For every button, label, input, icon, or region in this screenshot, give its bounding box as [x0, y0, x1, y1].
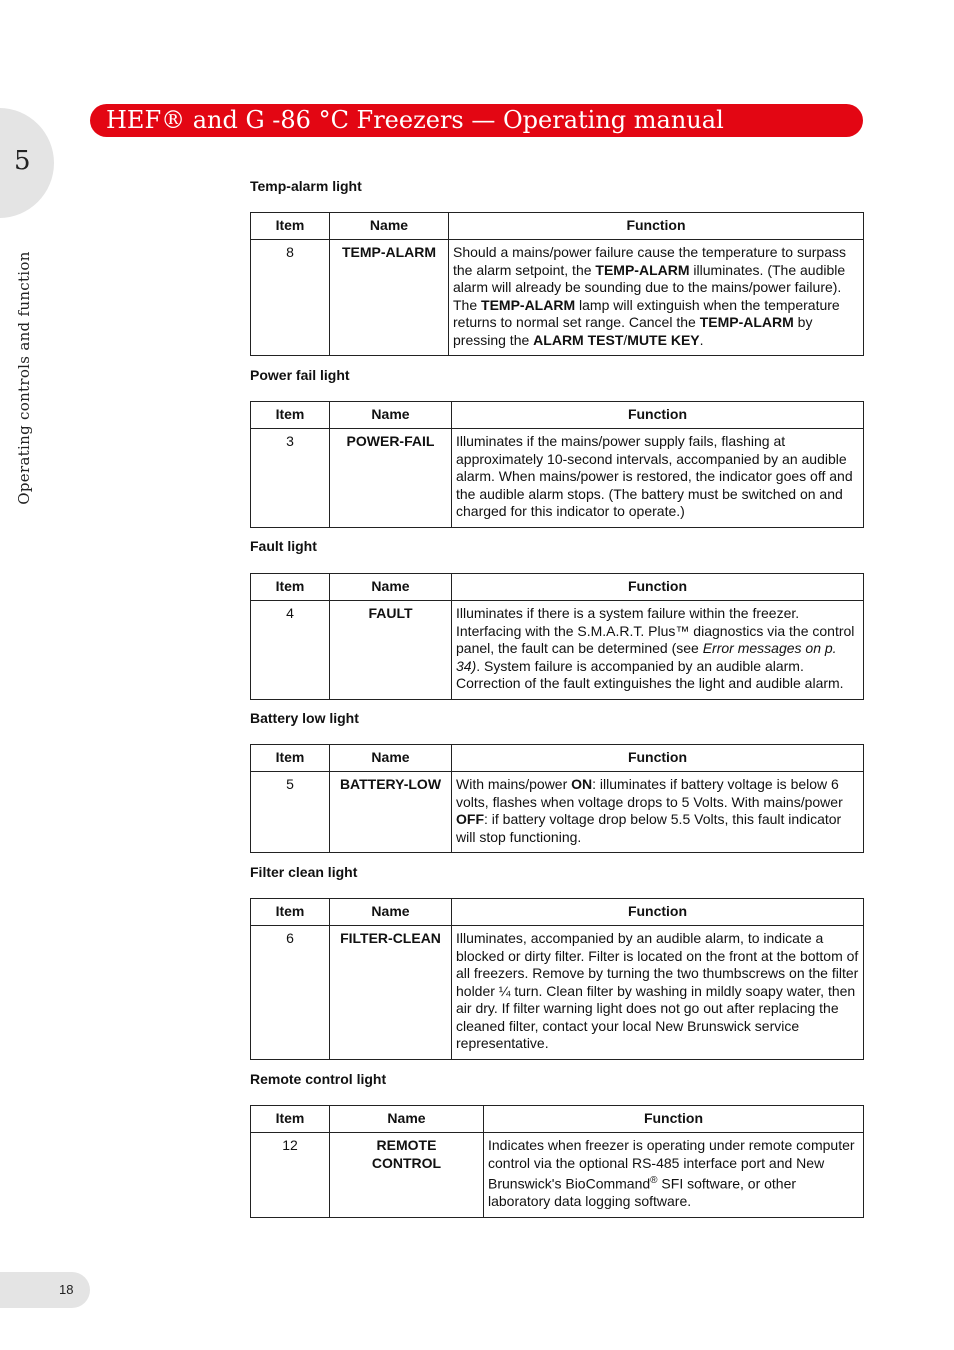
item-number: 8 [251, 240, 330, 356]
function-description: With mains/power ON: illuminates if battery voltage is below 6 volts, flashes when voltage drops to 5 Volts. With mains/power OFF: if battery voltage drop below 5.5 Volts, this fault indicator will stop functioning. [452, 772, 864, 853]
header-item: Item [251, 402, 330, 429]
table-header-row [251, 574, 864, 601]
table-row [251, 429, 864, 528]
item-number: 12 [251, 1133, 330, 1218]
document-title: HEF® and G -86 °C Freezers — Operating manual [106, 106, 724, 134]
registered-mark: ® [650, 1175, 658, 1186]
table-header-row [251, 213, 864, 240]
header-function: Function [452, 745, 864, 772]
indicator-name: POWER-FAIL [330, 429, 452, 528]
indicator-name: FAULT [330, 601, 452, 700]
indicator-name: BATTERY-LOW [330, 772, 452, 853]
section-heading-filter-clean: Filter clean light [250, 864, 358, 880]
function-description: Illuminates if the mains/power supply fails, flashing at approximately 10-second intervals, accompanied by an audible alarm. When mains/power is restored, the indicator goes off and the audible alarm stops. (The battery must be switched on and charged for this indicator to operate.) [452, 429, 864, 528]
title-banner [90, 104, 863, 137]
header-function: Function [449, 213, 864, 240]
table-header-row [251, 899, 864, 926]
header-item: Item [251, 1106, 330, 1133]
chapter-number: 5 [14, 146, 31, 176]
table-battery-low [250, 744, 864, 853]
header-item: Item [251, 745, 330, 772]
section-heading-power-fail: Power fail light [250, 367, 350, 383]
header-function: Function [452, 899, 864, 926]
function-description: Indicates when freezer is operating under remote computer control via the optional RS-485 interface port and New Brunswick's BioCommand® SFI software, or other laboratory data logging software. [484, 1133, 864, 1218]
chapter-title: Operating controls and function [15, 251, 33, 505]
indicator-name: TEMP-ALARM [330, 240, 449, 356]
header-name: Name [330, 574, 452, 601]
table-header-row [251, 402, 864, 429]
cross-reference-link: Error messages on p. 34) [456, 640, 837, 674]
table-filter-clean [250, 898, 864, 1060]
item-number: 3 [251, 429, 330, 528]
section-heading-battery-low: Battery low light [250, 710, 359, 726]
table-row [251, 1133, 864, 1218]
table-fault [250, 573, 864, 700]
header-function: Function [452, 402, 864, 429]
table-power-fail [250, 401, 864, 528]
indicator-name: FILTER-CLEAN [330, 926, 452, 1060]
header-item: Item [251, 574, 330, 601]
header-item: Item [251, 899, 330, 926]
header-name: Name [330, 402, 452, 429]
item-number: 4 [251, 601, 330, 700]
table-header-row [251, 1106, 864, 1133]
item-number: 6 [251, 926, 330, 1060]
section-heading-temp-alarm: Temp-alarm light [250, 178, 362, 194]
table-header-row [251, 745, 864, 772]
header-item: Item [251, 213, 330, 240]
header-name: Name [330, 1106, 484, 1133]
table-remote-control [250, 1105, 864, 1218]
page-number: 18 [59, 1282, 74, 1297]
function-description: Illuminates, accompanied by an audible alarm, to indicate a blocked or dirty filter. Filter is located on the front at the bottom of all freezers. Remove by turning the two thumbscrews on the filter holder ¼ turn. Clean filter by washing in mildly soapy water, then air dry. If filter warning light does not go out after replacing the cleaned filter, contact your local New Brunswick service representative. [452, 926, 864, 1060]
table-row [251, 240, 864, 356]
section-heading-remote-control: Remote control light [250, 1071, 387, 1087]
header-name: Name [330, 745, 452, 772]
header-name: Name [330, 213, 449, 240]
table-row [251, 926, 864, 1060]
function-description: Illuminates if there is a system failure within the freezer. Interfacing with the S.M.A.R.T. Plus™ diagnostics via the control panel, the fault can be determined (see Error messages on p. 34). System failure is accompanied by an audible alarm. Correction of the fault extinguishes the light and audible alarm. [452, 601, 864, 700]
header-name: Name [330, 899, 452, 926]
item-number: 5 [251, 772, 330, 853]
page-number-tab [0, 1272, 90, 1308]
section-heading-fault: Fault light [250, 538, 317, 554]
table-row [251, 772, 864, 853]
function-description: Should a mains/power failure cause the temperature to surpass the alarm setpoint, the TEMP-ALARM illuminates. (The audible alarm will already be sounding due to the mains/power failure). The TEMP-ALARM lamp will extinguish when the temperature returns to normal set range. Cancel the TEMP-ALARM by pressing the ALARM TEST/MUTE KEY. [449, 240, 864, 356]
header-function: Function [484, 1106, 864, 1133]
header-function: Function [452, 574, 864, 601]
table-temp-alarm [250, 212, 864, 356]
table-row [251, 601, 864, 700]
indicator-name: REMOTE CONTROL [330, 1133, 484, 1218]
